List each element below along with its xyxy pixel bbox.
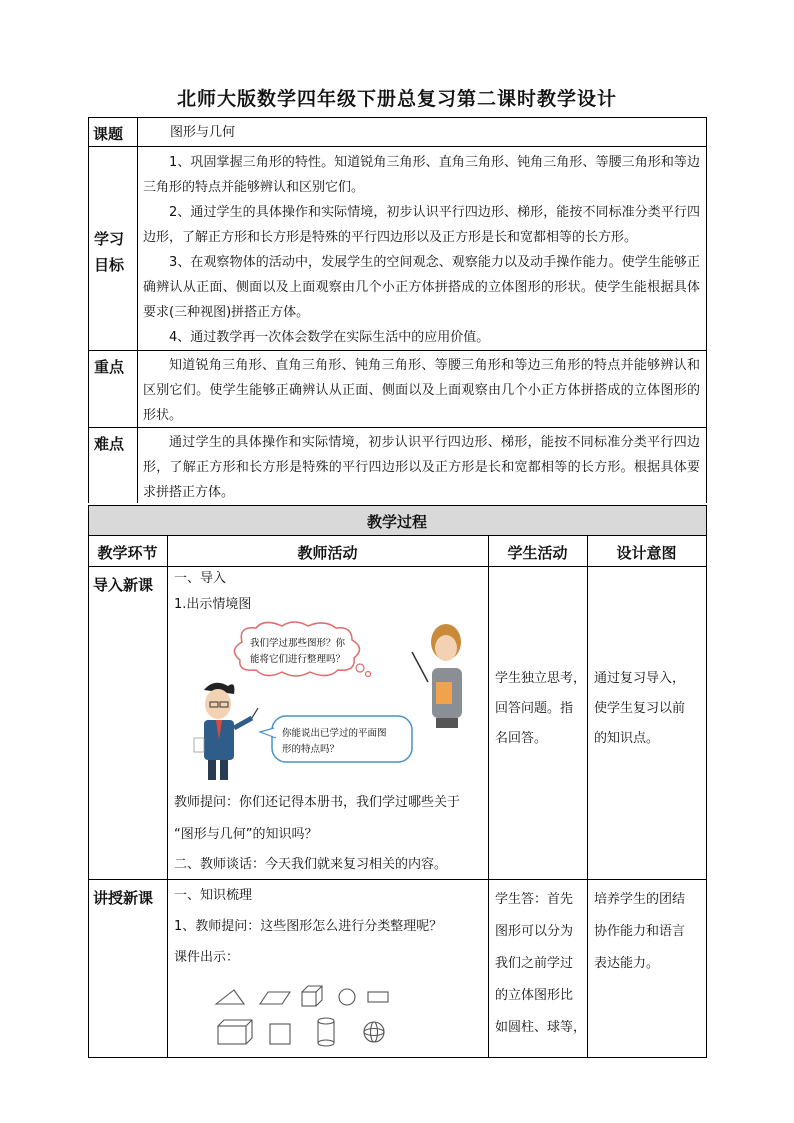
intent-line: 通过复习导入，	[594, 671, 686, 686]
key-points-label: 重点	[94, 358, 125, 376]
table-border	[88, 146, 707, 147]
intent-line: 协作能力和语言	[594, 924, 686, 939]
teacher-line: “图形与几何”的知识吗？	[174, 827, 318, 842]
document-title: 北师大版数学四年级下册总复习第二课时教学设计	[176, 88, 617, 110]
table-border	[587, 535, 588, 1058]
key-points-text-wrap	[143, 353, 700, 428]
objective-item: 4、通过教学再一次体会数学在实际生活中的应用价值。	[169, 330, 490, 345]
student-line: 名回答。	[495, 731, 548, 746]
teacher-line: 课件出示：	[174, 950, 240, 965]
column-header-stage: 教学环节	[97, 544, 158, 562]
teacher-line: 1.出示情境图	[174, 597, 252, 612]
bubble-bottom-line: 形的特点吗？	[282, 744, 340, 755]
student-line: 图形可以分为	[495, 924, 574, 939]
topic-label: 课题	[93, 125, 124, 143]
teacher-line: 一、知识梳理	[174, 888, 253, 903]
rectangle-shape	[368, 992, 388, 1002]
stage-label: 讲授新课	[93, 889, 154, 907]
stage-label: 导入新课	[93, 576, 154, 594]
intent-line: 表达能力。	[594, 956, 660, 971]
objective-item: 1、巩固掌握三角形的特性。知道锐角三角形、直角三角形、钝角三角形、等腰三角形和等边三角形的特点并能够辨认和区别它们。	[143, 155, 700, 195]
intent-line: 的知识点。	[594, 731, 660, 746]
table-border	[88, 505, 707, 506]
intent-line: 使学生复习以前	[594, 701, 686, 716]
objectives-label-line1: 学习	[94, 230, 125, 248]
intent-line: 培养学生的团结	[594, 892, 686, 907]
square-shape	[270, 1024, 290, 1044]
difficulties-label: 难点	[94, 435, 125, 453]
table-border	[88, 535, 707, 536]
process-header: 教学过程	[366, 513, 427, 531]
student-line: 学生独立思考，	[495, 671, 587, 686]
difficulties-text: 通过学生的具体操作和实际情境，初步认识平行四边形、梯形，能按不同标准分类平行四边形，了解正方形和长方形是特殊的平行四边形以及正方形是长和宽都相等的长方形。根据具体要求拼搭正方体。	[143, 435, 700, 500]
sphere-shape	[364, 1022, 384, 1042]
table-border	[706, 505, 707, 1058]
student-line: 回答问题。指	[495, 701, 574, 716]
table-border	[488, 535, 489, 1058]
table-border	[88, 1057, 707, 1058]
objective-item: 2、通过学生的具体操作和实际情境，初步认识平行四边形、梯形，能按不同标准分类平行四边形，了解正方形和长方形是特殊的平行四边形以及正方形是长和宽都相等的长方形。	[143, 205, 700, 245]
female-teacher-figure	[412, 624, 462, 728]
cube-shape	[302, 986, 322, 1006]
design-intent-cell	[594, 664, 704, 754]
teacher-line: 1、教师提问：这些图形怎么进行分类整理呢？	[174, 919, 443, 934]
cuboid-shape	[218, 1020, 252, 1044]
bubble-top-line: 我们学过那些图形？你	[250, 638, 346, 649]
circle-shape	[339, 989, 355, 1005]
key-points-text: 知道锐角三角形、直角三角形、钝角三角形、等腰三角形和等边三角形的特点并能够辨认和区别它们。使学生能够正确辨认从正面、侧面以及上面观察由几个小正方体拼搭成的立体图形的形状。	[143, 358, 700, 423]
cylinder-shape	[318, 1018, 334, 1046]
classroom-scene-illustration	[190, 620, 490, 790]
bubble-bottom-line: 你能说出已学过的平面图	[282, 728, 387, 739]
column-header-student: 学生活动	[507, 544, 568, 562]
table-border	[706, 117, 707, 503]
student-activity-cell	[495, 664, 587, 754]
teacher-line: 一、导入	[174, 571, 227, 586]
table-border	[88, 350, 707, 351]
topic-value: 图形与几何	[170, 125, 236, 140]
table-border	[88, 505, 89, 1058]
table-border	[88, 117, 707, 118]
triangle-shape	[216, 990, 244, 1004]
speech-bubble-top	[234, 622, 370, 677]
student-line: 学生答：首先	[495, 892, 574, 907]
table-border	[88, 879, 707, 880]
difficulties-text-wrap	[143, 430, 700, 505]
objectives-list	[143, 150, 700, 350]
table-border	[137, 117, 138, 503]
student-line: 的立体图形比	[495, 988, 574, 1003]
design-intent-cell	[594, 884, 704, 980]
column-header-teacher: 教师活动	[297, 544, 358, 562]
bubble-top-line: 能将它们进行整理吗？	[250, 654, 346, 665]
objective-item: 3、在观察物体的活动中，发展学生的空间观念、观察能力以及动手操作能力。使学生能够正确辨认从正面、侧面以及上面观察由几个小正方体拼搭成的立体图形的形状。使学生能根据具体要求(三种视图)拼搭正方体。	[143, 255, 700, 320]
male-teacher-figure	[194, 683, 258, 780]
student-line: 我们之前学过	[495, 956, 574, 971]
column-header-intent: 设计意图	[616, 544, 677, 562]
teacher-line: 二、教师谈话：今天我们就来复习相关的内容。	[174, 857, 448, 872]
parallelogram-shape	[260, 992, 290, 1004]
student-line: 如圆柱、球等，	[495, 1020, 587, 1035]
objectives-label-line2: 目标	[94, 256, 125, 274]
table-border	[167, 535, 168, 1058]
geometry-shapes-illustration	[210, 982, 410, 1052]
student-activity-cell	[495, 884, 587, 1044]
table-border	[88, 117, 89, 503]
speech-bubble-bottom	[260, 716, 412, 762]
teacher-line: 教师提问：你们还记得本册书，我们学过哪些关于	[174, 795, 461, 810]
